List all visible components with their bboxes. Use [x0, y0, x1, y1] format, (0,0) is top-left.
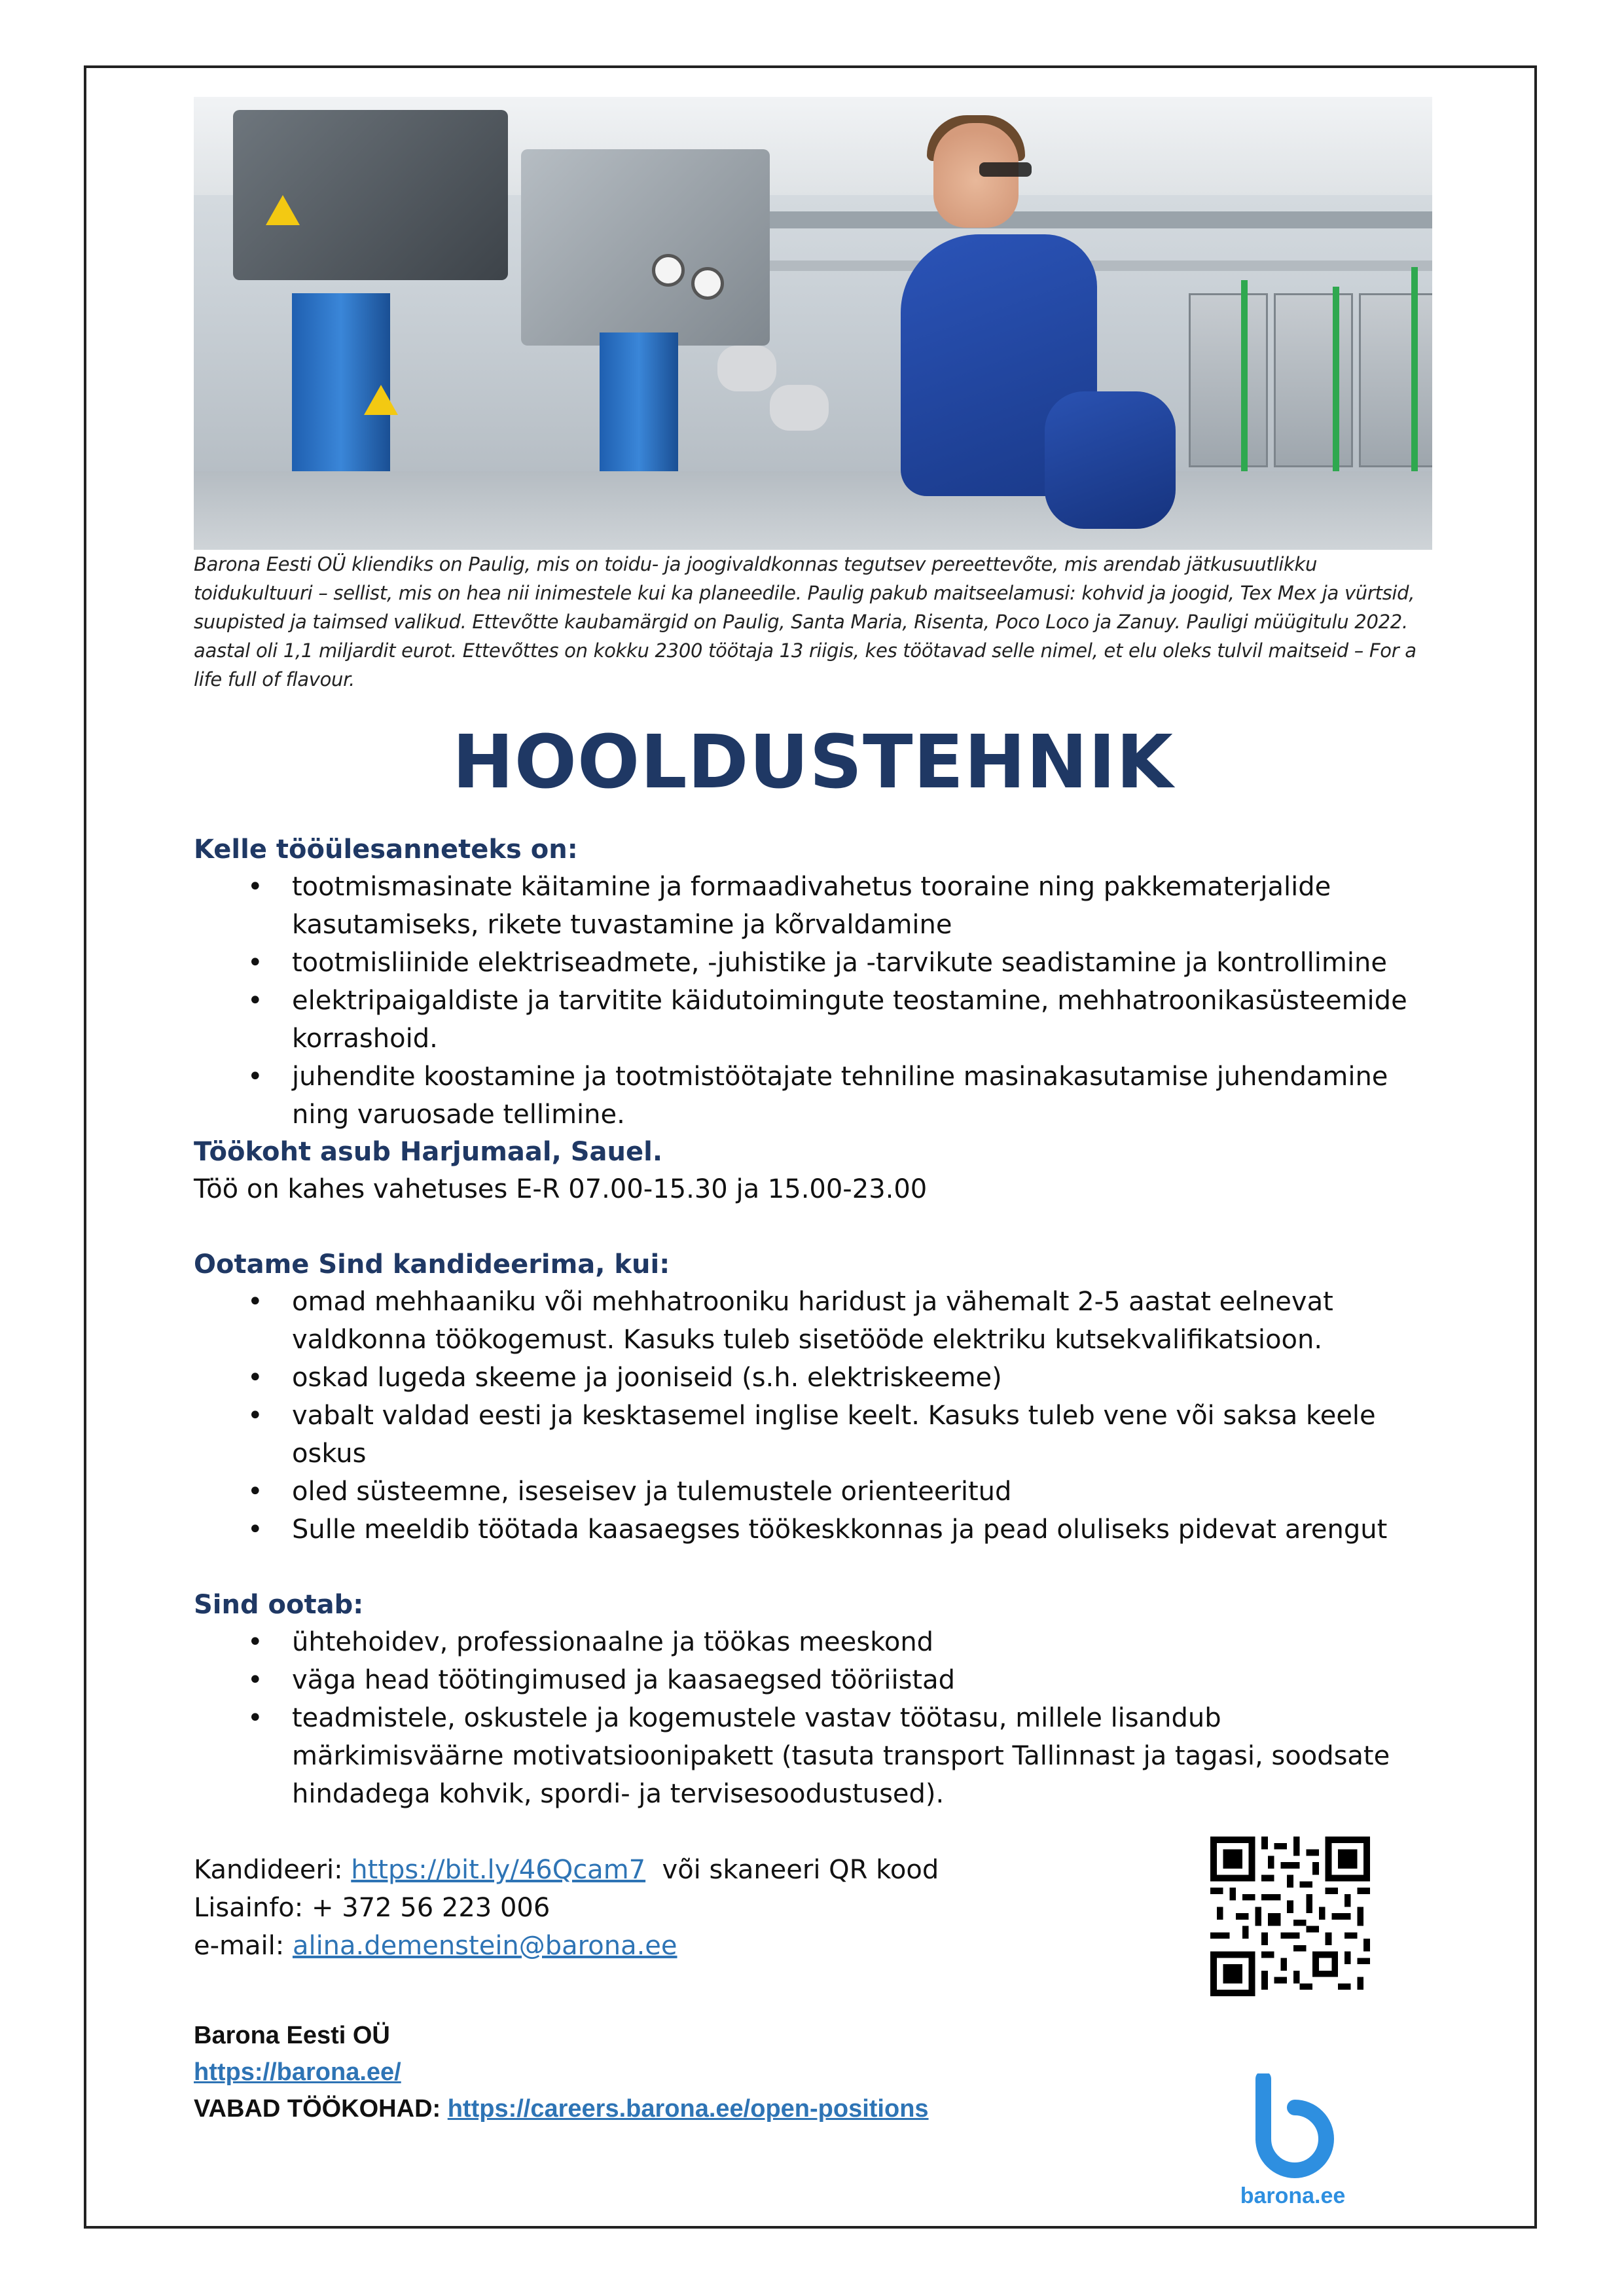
job-posting: [194, 97, 1432, 2127]
list-item: • juhendite koostamine ja tootmistöötajate tehniline masinakasutamise juhendamine ning varuosade tellimine.: [292, 1058, 1432, 1134]
list-item: • teadmistele, oskustele ja kogemustele vastav töötasu, millele lisandub märkimisväärne motivatsioonipakett (tasuta transport Tallinnast ja tagasi, soodsate hindadega kohvik, spordi- ja tervisesoodustused).: [292, 1699, 1432, 1813]
requirements-heading: Ootame Sind kandideerima, kui:: [194, 1249, 670, 1280]
list-item: • vabalt valdad eesti ja kesktasemel inglise keelt. Kasuks tuleb vene või saksa keele oskus: [292, 1397, 1432, 1473]
jobs-link[interactable]: https://careers.barona.ee/open-positions: [447, 2095, 929, 2123]
list-item: • oskad lugeda skeeme ja jooniseid (s.h. elektriskeeme): [292, 1359, 1432, 1397]
job-title: HOOLDUSTEHNIK: [452, 720, 1174, 805]
list-item: • omad mehhaaniku või mehhatrooniku haridust ja vähemalt 2-5 aastat eelnevat valdkonna töökogemust. Kasuks tuleb sisetööde elektriku kutsekvalifikatsioon.: [292, 1283, 1432, 1359]
company-intro: Barona Eesti OÜ kliendiks on Paulig, mis on toidu- ja joogivaldkonnas tegutsev pereettevõte, mis arendab jätkusuutlikku toidukultuuri – sellist, mis on hea nii inimestele kui ka planeedile. Paulig pakub maitseelamusi: kohvid ja joogid, Tex Mex ja vürtsid, suupisted ja taimsed valikud. Ettevõtte kaubamärgid on Paulig, Santa Maria, Risenta, Poco Loco ja Zanuy. Pauligi müügitulu 2022. aastal oli 1,1 miljardit eurot. Ettevõttes on kokku 2300 töötaja 13 riigis, kes töötavad selle nimel, et elu oleks tulvil maitseid – For a life full of flavour.: [194, 553, 1416, 691]
requirements-list: [194, 1283, 1432, 1549]
phone-number: + 372 56 223 006: [311, 1893, 550, 1923]
qr-code[interactable]: [1210, 1837, 1370, 1996]
list-item: • elektripaigaldiste ja tarvitite käidutoimingute teostamine, mehhatroonikasüsteemide korrashoid.: [292, 982, 1432, 1058]
shift-info: Töö on kahes vahetuses E-R 07.00-15.30 ja 15.00-23.00: [194, 1174, 928, 1204]
company-name: Barona Eesti OÜ: [194, 2022, 390, 2049]
logo-caption: barona.ee: [1240, 2183, 1346, 2208]
barona-b-icon: [1237, 2073, 1348, 2181]
offer-list: [194, 1623, 1432, 1813]
duties-heading: Kelle tööülesanneteks on:: [194, 834, 578, 865]
apply-suffix: või skaneeri QR kood: [645, 1855, 939, 1885]
list-item: • tootmismasinate käitamine ja formaadivahetus tooraine ning pakkematerjalide kasutamiseks, rikete tuvastamine ja kõrvaldamine: [292, 868, 1432, 944]
duties-list: [194, 868, 1432, 1134]
info-label: Lisainfo:: [194, 1893, 312, 1923]
email-link[interactable]: alina.demenstein@barona.ee: [292, 1931, 677, 1961]
offer-heading: Sind ootab:: [194, 1590, 364, 1620]
list-item: • tootmisliinide elektriseadmete, -juhistike ja -tarvikute seadistamine ja kontrollimine: [292, 944, 1432, 982]
list-item: • väga head töötingimused ja kaasaegsed tööriistad: [292, 1661, 1432, 1699]
list-item: • Sulle meeldib töötada kaasaegses töökeskkonnas ja pead oluliseks pidevat arengut: [292, 1511, 1432, 1549]
website-link[interactable]: https://barona.ee/: [194, 2058, 401, 2086]
list-item: • ühtehoidev, professionaalne ja töökas meeskond: [292, 1623, 1432, 1661]
location-heading: Töökoht asub Harjumaal, Sauel.: [194, 1137, 663, 1167]
jobs-label: VABAD TÖÖKOHAD:: [194, 2095, 448, 2123]
apply-label: Kandideeri:: [194, 1855, 352, 1885]
email-label: e-mail:: [194, 1931, 293, 1961]
list-item: • oled süsteemne, iseseisev ja tulemustele orienteeritud: [292, 1473, 1432, 1511]
contact-block: [194, 1851, 1432, 1965]
barona-logo: [1237, 2073, 1348, 2211]
hero-photo: [194, 97, 1432, 550]
apply-link[interactable]: https://bit.ly/46Qcam7: [351, 1855, 646, 1885]
